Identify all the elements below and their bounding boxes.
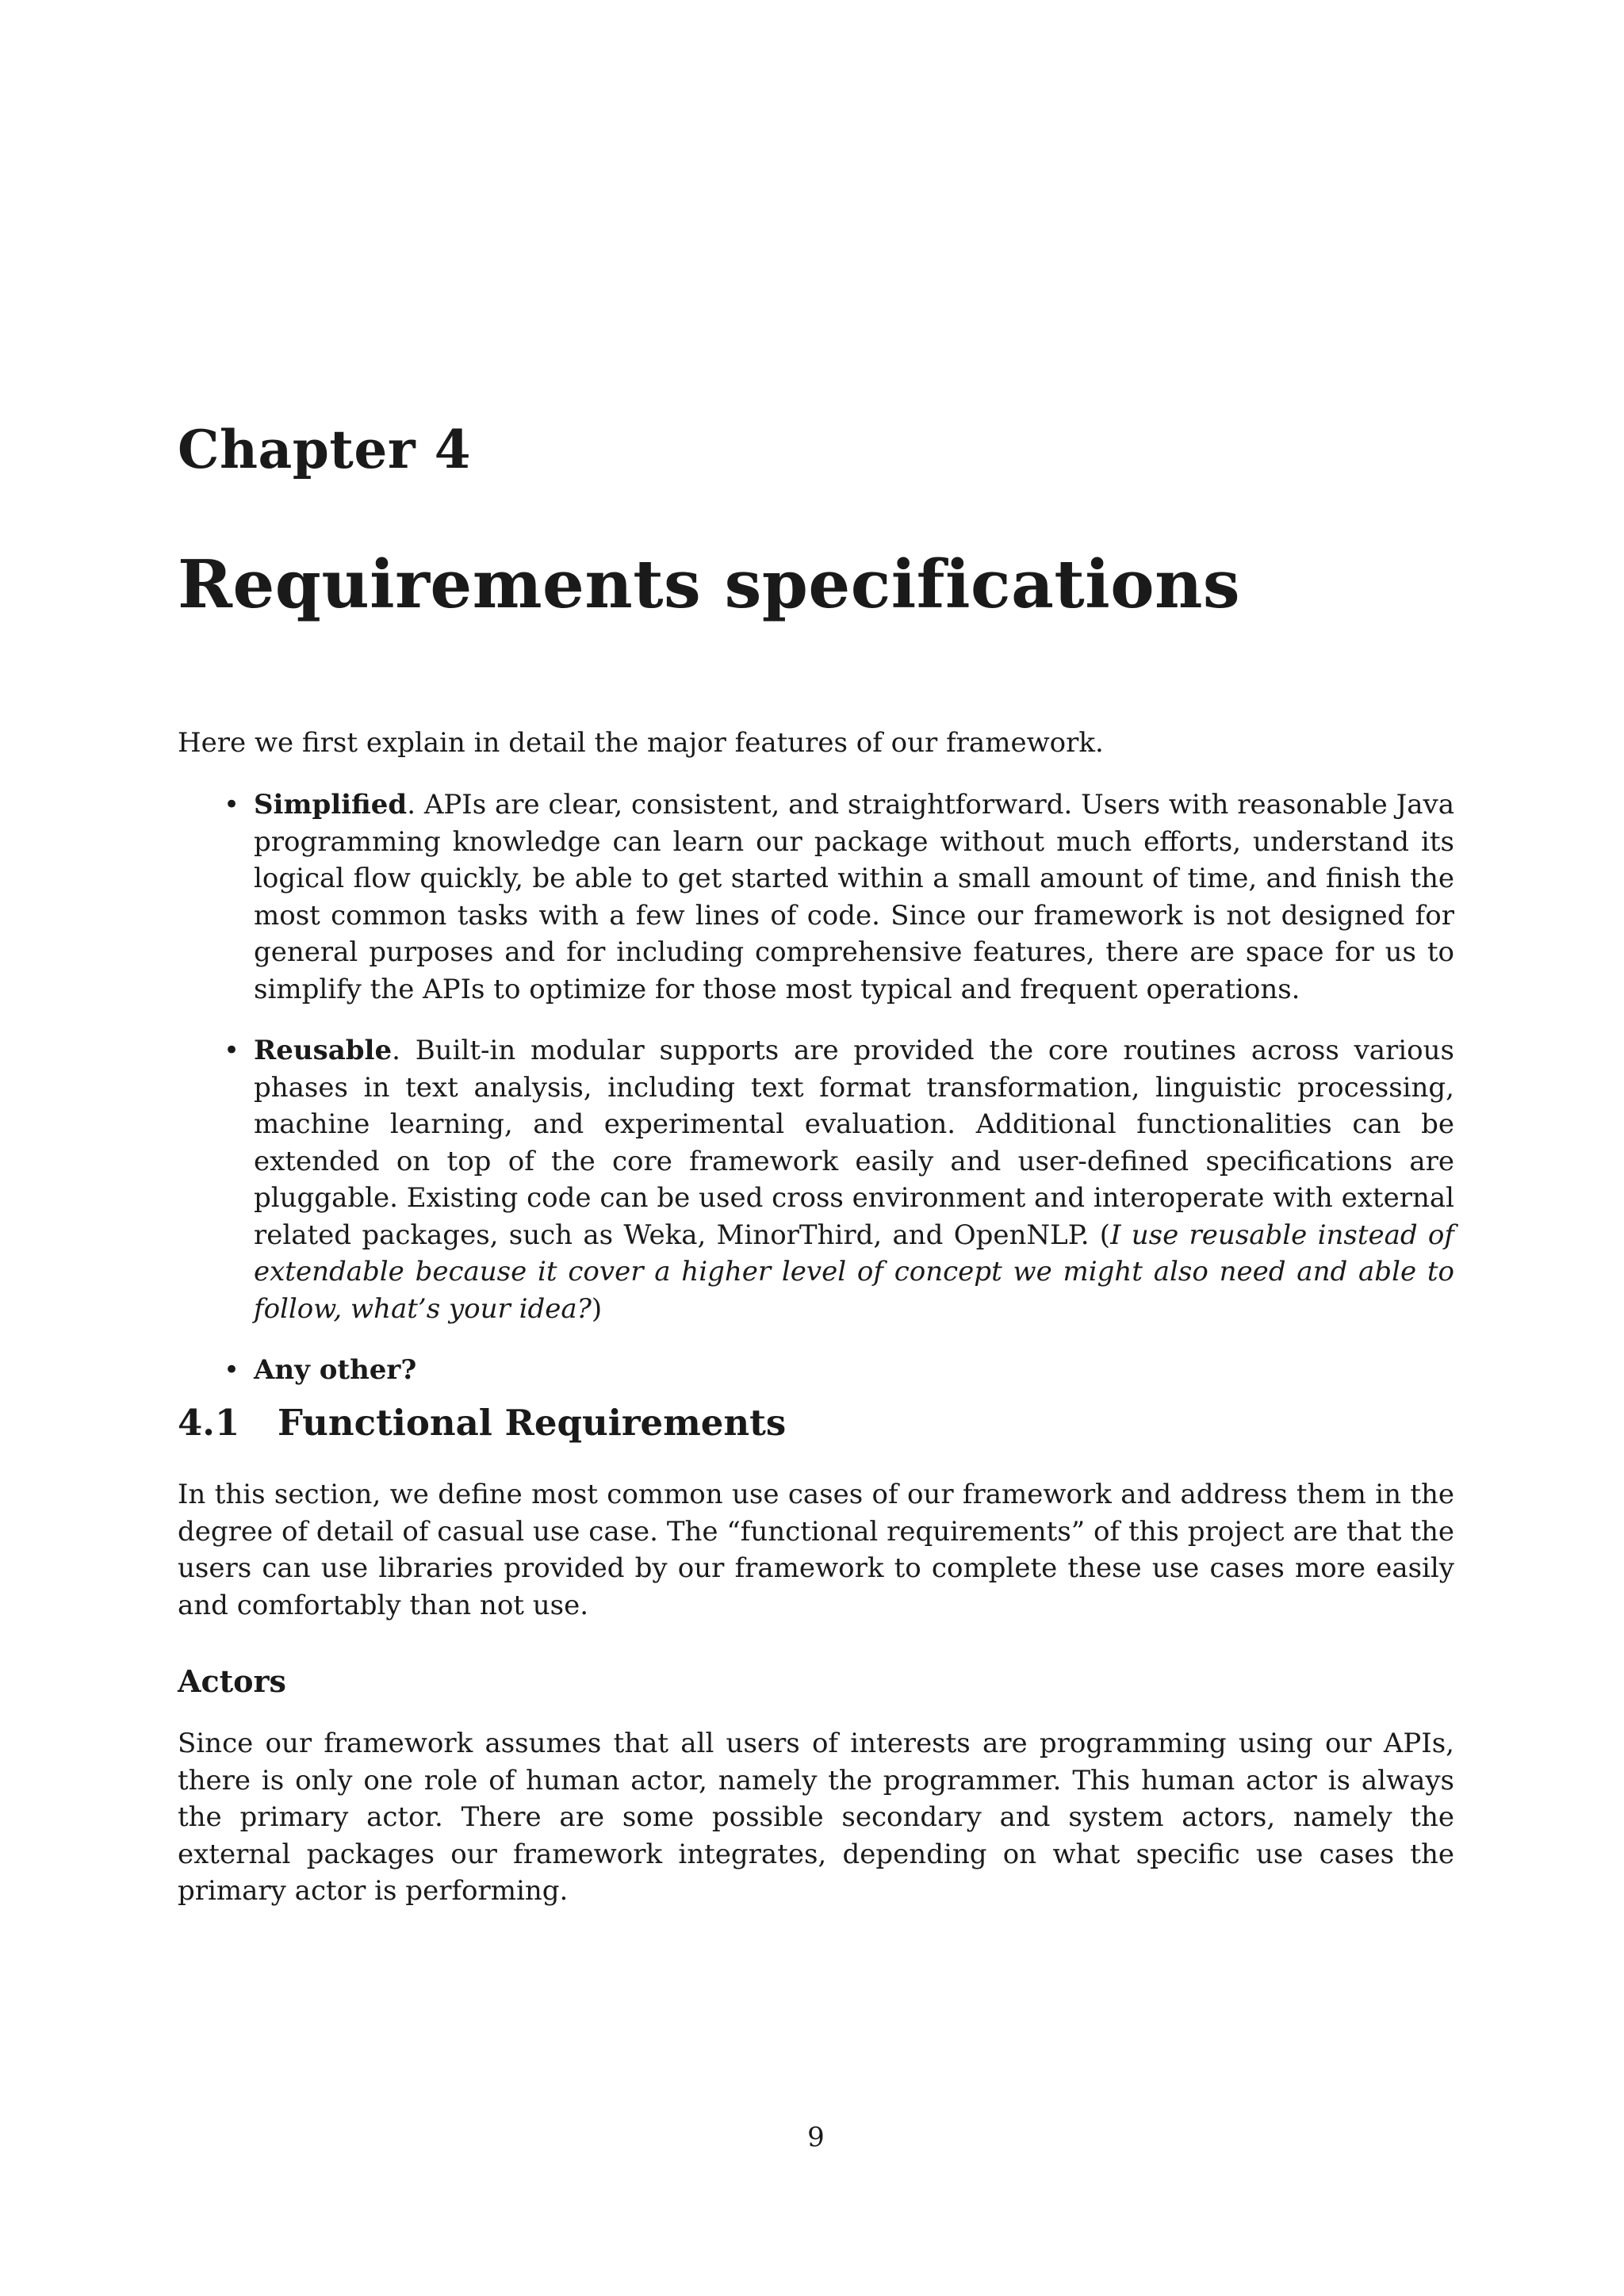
feature-text: Built-in modular supports are provided the core routines across various phases in text analysis, including text format transformation, linguistic processing, machine learning, and experimental evaluation. Additional functionalities can be extended on top of the core framework easily and user-defined specifications are pluggable. Existing code can be used cross environment and interoperate with external related packages, such as Weka, MinorThird, and OpenNLP. — [254, 1035, 1454, 1251]
chapter-title: Requirements specifications — [178, 545, 1241, 623]
feature-name: Reusable — [254, 1035, 393, 1066]
note-open-paren: ( — [1099, 1219, 1111, 1251]
feature-item-simplified — [178, 786, 1454, 1008]
intro-paragraph: Here we first explain in detail the major features of our framework. — [178, 727, 1104, 759]
section-number: 4.1 — [178, 1402, 240, 1444]
section-heading — [178, 1402, 786, 1444]
feature-separator: . — [407, 789, 424, 821]
section-paragraph: In this section, we define most common use cases of our framework and address them in the degree of detail of casual use case. The “functional requirements” of this project are that the users can use libraries provided by our framework to complete these use cases more easily and comfortably than not use. — [178, 1479, 1454, 1621]
page-number: 9 — [807, 2122, 825, 2153]
subsection-heading: Actors — [178, 1663, 286, 1699]
feature-note: I use reusable instead of extendable because it cover a higher level of concept we might also need and able to follow, what’s your idea? — [254, 1219, 1454, 1325]
feature-separator: . — [392, 1035, 416, 1066]
chapter-label: Chapter 4 — [178, 419, 472, 480]
feature-list — [178, 786, 1454, 1414]
feature-item-other — [178, 1352, 1454, 1389]
bullet-icon: • — [224, 1035, 240, 1066]
feature-item-reusable — [178, 1032, 1454, 1327]
section-title: Functional Requirements — [278, 1402, 787, 1444]
document-page — [178, 0, 1454, 2296]
actors-paragraph: Since our framework assumes that all users of interests are programming using our APIs, there is only one role of human actor, namely the programmer. This human actor is always the primary actor. There are some possible secondary and system actors, namely the external packages our framework integrates, depending on what specific use cases the primary actor is performing. — [178, 1728, 1454, 1907]
note-close-paren: ) — [591, 1292, 603, 1325]
feature-name: Simplified — [254, 789, 408, 821]
bullet-icon: • — [224, 789, 240, 821]
feature-text: APIs are clear, consistent, and straightforward. Users with reasonable Java programming knowledge can learn our package without much efforts, understand its logical flow quickly, be able to get started within a small amount of time, and finish the most common tasks with a few lines of code. Since our framework is not designed for general purposes and for including comprehensive features, there are space for us to simplify the APIs to optimize for those most typical and frequent operations. — [254, 789, 1454, 1005]
feature-name: Any other? — [254, 1354, 417, 1386]
bullet-icon: • — [224, 1354, 240, 1386]
